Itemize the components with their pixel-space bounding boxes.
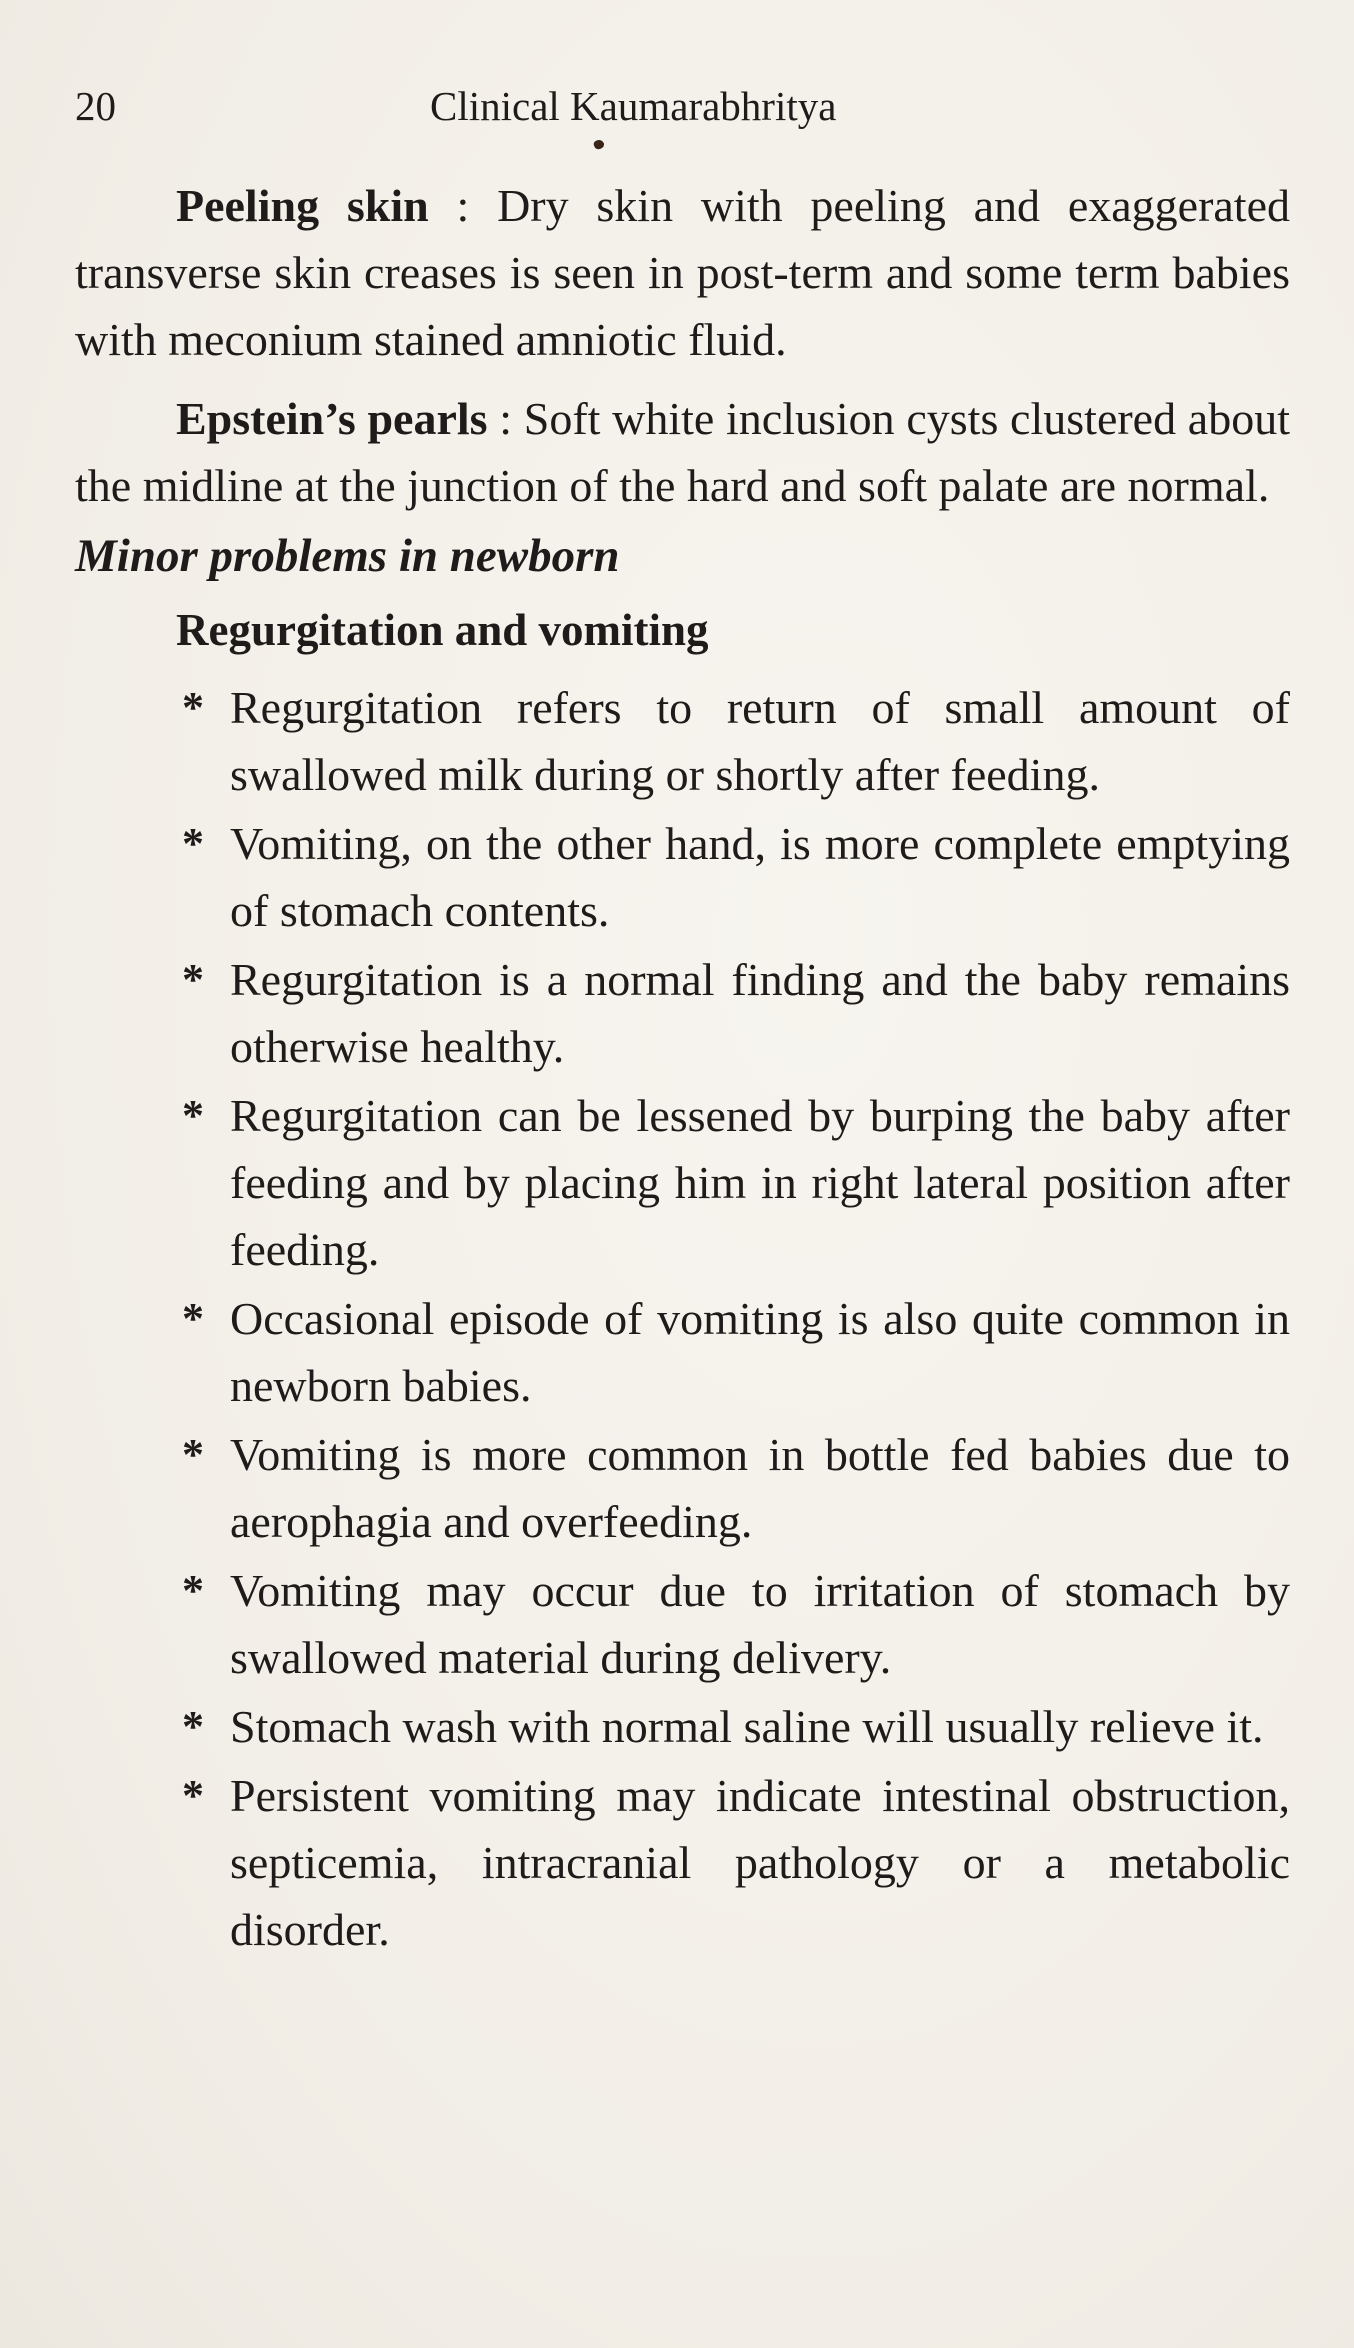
list-item xyxy=(75,674,1290,808)
list-item xyxy=(75,1762,1290,1963)
list-item-text: Occasional episode of vomiting is also quite common in newborn babies. xyxy=(230,1293,1290,1411)
list-item-text: Regurgitation refers to return of small amount of swallowed milk during or shortly after feeding. xyxy=(230,682,1290,800)
page-number: 20 xyxy=(75,83,116,129)
bullet-star: * xyxy=(182,1771,204,1820)
list-item xyxy=(75,1285,1290,1419)
list-item-text: Persistent vomiting may indicate intestinal obstruction, septicemia, intracranial pathology or a metabolic disorder. xyxy=(230,1770,1290,1955)
term-separator: : xyxy=(487,393,524,444)
paragraph-epsteins-pearls xyxy=(75,385,1290,519)
term-epsteins-pearls: Epstein’s pearls xyxy=(176,393,488,444)
list-item-text: Vomiting is more common in bottle fed babies due to aerophagia and overfeeding. xyxy=(230,1429,1290,1547)
bullet-star: * xyxy=(182,1091,204,1140)
list-item xyxy=(75,1693,1290,1760)
list-item xyxy=(75,946,1290,1080)
term-peeling-skin: Peeling skin xyxy=(176,180,429,231)
list-item-text: Stomach wash with normal saline will usually relieve it. xyxy=(230,1701,1264,1752)
bullet-star: * xyxy=(182,683,204,732)
bullet-star: * xyxy=(182,955,204,1004)
term-separator: : xyxy=(428,180,498,231)
bullet-star: * xyxy=(182,1430,204,1479)
list-item-text: Vomiting, on the other hand, is more complete emptying of stomach contents. xyxy=(230,818,1290,936)
paragraph-text: Dry skin with peeling and exaggerated transverse skin creases is seen in post-term and some term babies with meconium stained amniotic fluid. xyxy=(75,180,1290,365)
bullet-star: * xyxy=(182,1702,204,1751)
list-item xyxy=(75,1557,1290,1691)
list-item xyxy=(75,810,1290,944)
page-body xyxy=(75,172,1290,1965)
bullet-star: * xyxy=(182,1294,204,1343)
paragraph-peeling-skin xyxy=(75,172,1290,373)
subsection-heading: Regurgitation and vomiting xyxy=(176,605,709,655)
bullet-list xyxy=(75,674,1290,1963)
running-title: Clinical Kaumarabhritya xyxy=(430,83,837,129)
bullet-star: * xyxy=(182,819,204,868)
list-item xyxy=(75,1082,1290,1283)
list-item xyxy=(75,1421,1290,1555)
section-heading: Minor problems in newborn xyxy=(75,530,620,582)
paragraph-text: Soft white inclusion cysts clustered about the midline at the junction of the hard and soft palate are normal. xyxy=(75,393,1290,511)
page-header xyxy=(75,82,1275,142)
list-item-text: Vomiting may occur due to irritation of stomach by swallowed material during delivery. xyxy=(230,1565,1290,1683)
list-item-text: Regurgitation can be lessened by burping the baby after feeding and by placing him in right lateral position after feeding. xyxy=(230,1090,1290,1275)
list-item-text: Regurgitation is a normal finding and the baby remains otherwise healthy. xyxy=(230,954,1290,1072)
bullet-star: * xyxy=(182,1566,204,1615)
